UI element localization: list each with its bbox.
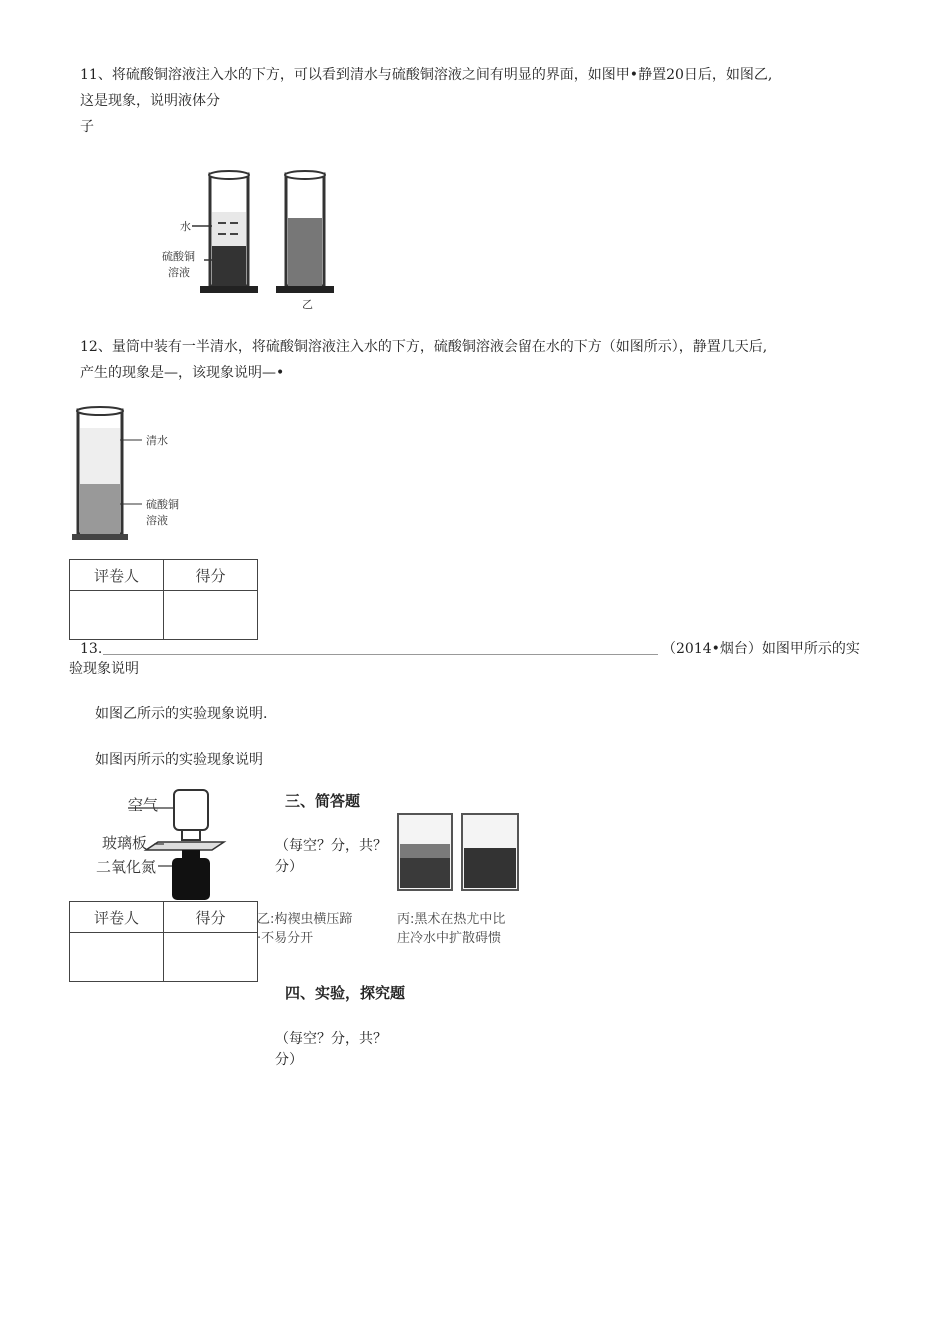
- label-solution: 溶液: [146, 514, 168, 527]
- label-cuso4: 硫酸铜: [162, 250, 195, 263]
- q13-line-2: 验现象说明: [69, 661, 139, 677]
- beakers-illustration: [392, 808, 528, 894]
- score-note-line-2: 分）: [275, 859, 303, 875]
- q12-line-1: 12、量筒中装有一半清水，将硫酸铜溶液注入水的下方，硫酸铜溶液会留在水的下方（如图所示），静置几天后,: [80, 339, 768, 355]
- grader-cell[interactable]: [70, 591, 164, 640]
- label-water: 水: [180, 220, 191, 233]
- caption-yi-line-2: ·不易分开: [257, 931, 314, 946]
- score-header: 得分: [164, 560, 258, 591]
- section-4-score-note: [275, 1029, 387, 1071]
- measuring-cylinder-illustration: [70, 404, 190, 544]
- grader-cell[interactable]: [70, 933, 164, 982]
- q12-line-2: 产生的现象是—，该现象说明—•: [80, 365, 285, 381]
- q13-figure-jia: [92, 788, 242, 900]
- q13-line-3: 如图乙所示的实验现象说明.: [95, 706, 268, 722]
- cylinder-illustration: [160, 168, 350, 313]
- label-cuso4: 硫酸铜: [146, 498, 179, 511]
- score-cell[interactable]: [164, 591, 258, 640]
- label-air: 空气: [128, 796, 159, 814]
- label-glass-plate: 玻璃板: [102, 834, 148, 852]
- caption-bing: [397, 910, 505, 948]
- answer-blank[interactable]: [103, 654, 658, 655]
- caption-bing-line-1: 丙:黑术在热尤中比: [397, 912, 506, 927]
- grader-header: 评卷人: [70, 560, 164, 591]
- section-3-title: 三、简答题: [285, 792, 361, 810]
- score-note-line-2: 分）: [275, 1052, 303, 1068]
- label-solution: 溶液: [168, 266, 190, 279]
- score-table-2: [69, 901, 258, 982]
- q12-figure: [70, 404, 190, 544]
- score-note-line-1: （每空？分，共？: [275, 1031, 387, 1047]
- caption-yi: [257, 910, 352, 948]
- q13-figure-bing: [392, 808, 528, 894]
- q13-number: 13.: [80, 641, 103, 657]
- caption-yi-line-1: 乙:构禊虫横压蹄: [257, 912, 353, 927]
- score-table-1: [69, 559, 258, 640]
- q11-figure: [160, 168, 350, 313]
- q13-source: （2014•烟台）如图甲所示的实: [662, 641, 860, 657]
- score-cell[interactable]: [164, 933, 258, 982]
- q11-line-3: 子: [80, 119, 94, 135]
- section-3-score-note: [275, 836, 387, 878]
- q11-line-2: 这是现象，说明液体分: [80, 93, 220, 109]
- caption-bing-line-2: 庄冷水中扩散碍愦: [397, 931, 502, 946]
- section-4-title: 四、实验，探究题: [285, 984, 406, 1002]
- score-header: 得分: [164, 902, 258, 933]
- score-note-line-1: （每空？分，共？: [275, 838, 387, 854]
- label-no2: 二氧化氮: [96, 858, 157, 876]
- q11-line-1: 11、将硫酸铜溶液注入水的下方，可以看到清水与硫酸铜溶液之间有明显的界面，如图甲•静置20日后，如图乙,: [80, 67, 773, 83]
- q13-line-4: 如图丙所示的实验现象说明: [95, 752, 263, 768]
- grader-header: 评卷人: [70, 902, 164, 933]
- label-yi: 乙: [302, 298, 313, 311]
- label-clear-water: 清水: [146, 434, 168, 447]
